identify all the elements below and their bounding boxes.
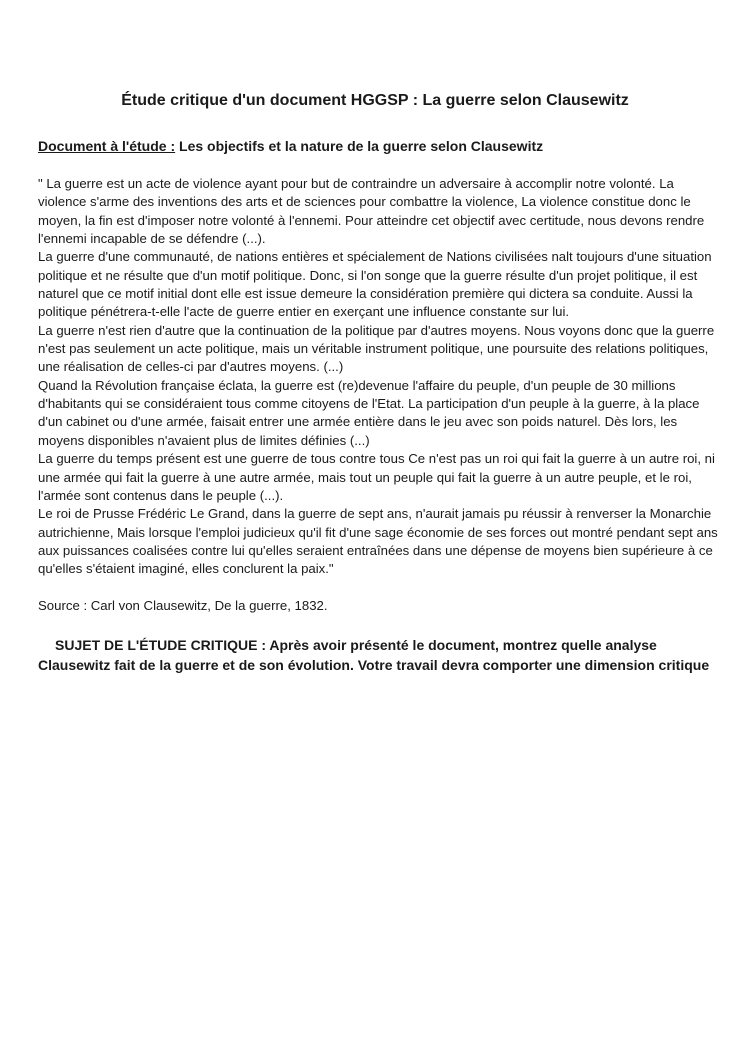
paragraph: " La guerre est un acte de violence ayant pour but de contraindre un adversaire à accomplir notre volonté. La violence s'arme des inventions des arts et de sciences pour combattre la violence, La violence constitue donc le moyen, la fin est d'imposer notre volonté à l'ennemi. Pour atteindre cet objectif avec certitude, nous devons rendre l'ennemi incapable de se défendre (...). xyxy=(38,176,705,247)
paragraph: La guerre d'une communauté, de nations entières et spécialement de Nations civilisées nalt toujours d'une situation politique et ne résulte que d'un motif politique. Donc, si l'on songe que la guerre résulte d'un projet politique, il est naturel que ce motif initial dont elle est issue demeure la considération première qui dictera sa conduite. Aussi la politique pénétrera-t-elle l'acte de guerre entier en exerçant une influence constante sur lui. xyxy=(38,249,712,320)
subject-statement: SUJET DE L'ÉTUDE CRITIQUE : Après avoir présenté le document, montrez quelle analyse Clausewitz fait de la guerre et de son évolution. Votre travail devra comporter une dimension critique xyxy=(38,637,710,673)
page-title: Étude critique d'un document HGGSP : La guerre selon Clausewitz xyxy=(121,92,629,109)
paragraph: La guerre n'est rien d'autre que la continuation de la politique par d'autres moyens. Nous voyons donc que la guerre n'est pas seulement un acte politique, mais un véritable instrument politique, une poursuite des relations politiques, une réalisation de celles-ci par d'autres moyens. (...) xyxy=(38,322,715,375)
paragraph: Quand la Révolution française éclata, la guerre est (re)devenue l'affaire du peuple, d'un peuple de 30 millions d'habitants qui se considéraient tous comme citoyens de l'Etat. La participation d'un peuple à la guerre, à la place d'un cabinet ou d'une armée, faisait entrer une armée entière dans le jeu avec son poids naturel. Dès lors, les moyens disponibles n'avaient plus de limites définies (...) xyxy=(38,377,700,448)
document-heading-title: Les objectifs et la nature de la guerre selon Clausewitz xyxy=(179,138,544,154)
quoted-text xyxy=(38,175,718,579)
source-citation: Source : Carl von Clausewitz, De la guerre, 1832. xyxy=(38,598,328,613)
paragraph: Le roi de Prusse Frédéric Le Grand, dans la guerre de sept ans, n'aurait jamais pu réussir à renverser la Monarchie autrichienne, Mais lorsque l'emploi judicieux qu'il fit d'une sage économie de ses forces out montré pendant sept ans aux puissances coalisées contre lui qu'elles seraient entraînées dans une dépense de moyens bien supérieure à ce qu'elles s'étaient imaginé, elles conclurent la paix." xyxy=(38,506,718,577)
document-label: Document à l'étude : xyxy=(38,138,176,154)
document-heading xyxy=(38,137,718,155)
paragraph: La guerre du temps présent est une guerre de tous contre tous Ce n'est pas un roi qui fait la guerre à un autre roi, ni une armée qui fait la guerre à une autre armée, mais tout un peuple qui fait la guerre à un autre peuple, et le roi, l'armée sont contenus dans le peuple (...). xyxy=(38,451,715,503)
